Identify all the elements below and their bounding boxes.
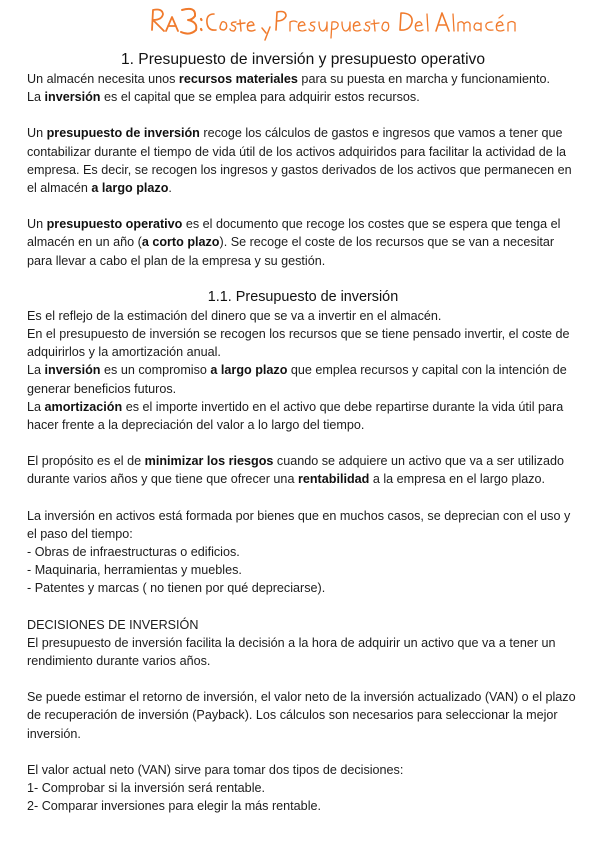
section-1-heading: 1. Presupuesto de inversión y presupuesto operativo xyxy=(120,51,486,68)
section-1-paragraph-2: La inversión es el capital que se emplea para adquirir estos recursos. xyxy=(27,90,420,105)
section-1-1-paragraph-3: La inversión es un compromiso a largo plazo que emplea recursos y capital con la intención de generar beneficios futuros. xyxy=(27,363,567,396)
decisiones-paragraph-2: Se puede estimar el retorno de inversión, el valor neto de la inversión actualizado (VAN) o el plazo de recuperación de inversión (Payback). Los cálculos son necesarios para seleccionar la mejor inversión. xyxy=(27,690,576,741)
list-item: - Patentes y marcas ( no tienen por qué depreciarse). xyxy=(27,581,326,596)
list-item: - Maquinaria, herramientas y muebles. xyxy=(27,563,242,578)
section-1-1-paragraph-5: El propósito es el de minimizar los riesgos cuando se adquiere un activo que va a ser utilizado durante varios años y que tiene que ofrecer una rentabilidad a la empresa en el largo plazo. xyxy=(27,454,564,487)
handwritten-title xyxy=(0,0,600,46)
section-1-1-paragraph-1: Es el reflejo de la estimación del dinero que se va a invertir en el almacén. xyxy=(27,308,442,323)
section-1-paragraph-1: Un almacén necesita unos recursos materiales para su puesta en marcha y funcionamiento. xyxy=(27,72,550,86)
section-1-1-paragraph-2: En el presupuesto de inversión se recogen los recursos que se tiene pensado invertir, el coste de adquirirlos y la amortización anual. xyxy=(27,327,570,360)
decisiones-heading: DECISIONES DE INVERSIÓN xyxy=(27,617,199,632)
section-1-1-paragraph-6: La inversión en activos está formada por bienes que en muchos casos, se deprecian con el uso y el paso del tiempo: xyxy=(27,508,571,541)
handwritten-title-drawing xyxy=(0,0,600,46)
list-item: 1- Comprobar si la inversión será rentable. xyxy=(27,781,265,796)
document-body xyxy=(27,50,579,816)
decisiones-paragraph-1: El presupuesto de inversión facilita la decisión a la hora de adquirir un activo que va a tener un rendimiento durante varios años. xyxy=(27,635,556,669)
section-1-paragraph-4: Un presupuesto operativo es el documento que recoge los costes que se espera que tenga el almacén en un año (a corto plazo). Se recoge el coste de los recursos que se van a necesitar para llevar a cabo el plan de la empresa y su gestión. xyxy=(27,217,561,268)
section-1-paragraph-3: Un presupuesto de inversión recoge los cálculos de gastos e ingresos que vamos a tener que contabilizar durante el tiempo de vida útil de los activos adquiridos para facilitar la actividad de la empresa. Es decir, se recogen los ingresos y gastos derivados de los activos que permanecen en el almacén a largo plazo. xyxy=(27,126,572,196)
list-item: - Obras de infraestructuras o edificios. xyxy=(27,545,240,560)
section-1-1-heading: 1.1. Presupuesto de inversión xyxy=(207,288,399,305)
section-1-1-paragraph-4: La amortización es el importe invertido en el activo que debe repartirse durante la vida útil para hacer frente a la depreciación del valor a lo largo del tiempo. xyxy=(27,399,564,433)
decisiones-paragraph-3: El valor actual neto (VAN) sirve para tomar dos tipos de decisiones: xyxy=(27,762,404,777)
list-item: 2- Comparar inversiones para elegir la más rentable. xyxy=(27,799,321,814)
